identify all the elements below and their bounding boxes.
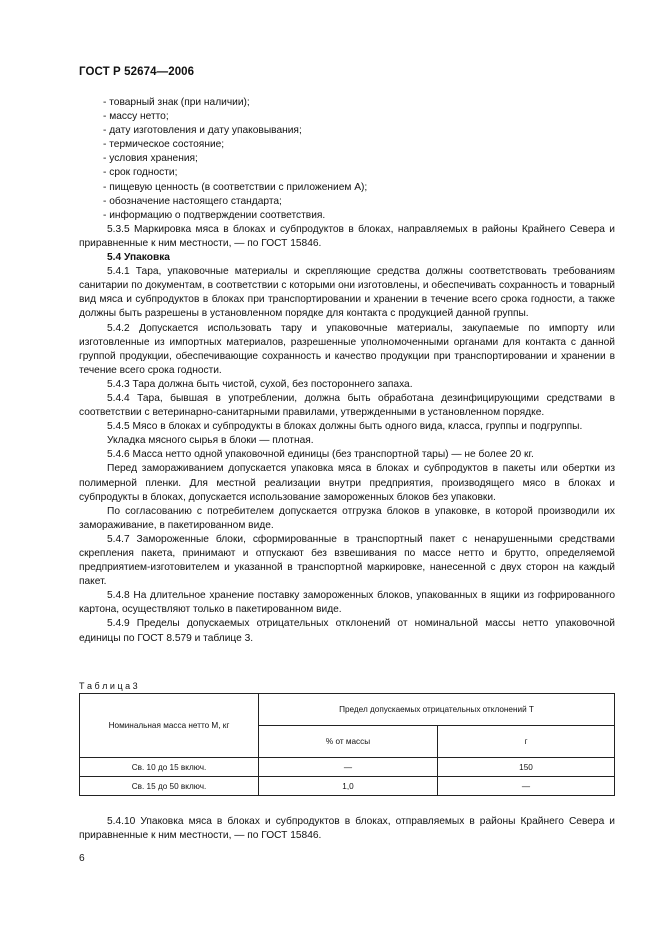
list-item: - информацию о подтверждении соответствия. <box>103 209 326 221</box>
table-row <box>80 758 615 777</box>
paragraph-5-4-7: 5.4.7 Замороженные блоки, сформированные в транспортный пакет с ненарушенными средствами скрепления пакета, принимают и отпускают без взвешивания по массе нетто и брутто, определяемой предприятием-изготовителем и указанной в транспортной маркировке, нанесенной с двух сторон на каждый пакет. <box>79 533 615 588</box>
document-body <box>79 96 615 646</box>
paragraph-5-4-3: 5.4.3 Тара должна быть чистой, сухой, без постороннего запаха. <box>107 378 413 390</box>
list-item: - товарный знак (при наличии); <box>103 97 250 108</box>
list-item: - обозначение настоящего стандарта; <box>103 195 282 207</box>
paragraph-5-4-2: 5.4.2 Допускается использовать тару и упаковочные материалы, закупаемые по импорту или изготовленные из импортных материалов, разрешенные уполномоченными органами для контакта с данной группой продукции, обеспечивающие сохранность и качество продукции при транспортировании и хранении в течение всего срока годности. <box>79 322 615 376</box>
table-cell-mass: Св. 10 до 15 включ. <box>80 758 259 777</box>
paragraph-5-4-8: 5.4.8 На длительное хранение поставку замороженных блоков, упакованных в ящики из гофрированного картона, осуществляют только в пакетированном виде. <box>79 590 615 616</box>
list-item: - условия хранения; <box>103 153 198 165</box>
paragraph-5-4-5: 5.4.5 Мясо в блоках и субпродукты в блоках должны быть одного вида, класса, группы и подгруппы. <box>107 421 583 433</box>
paragraph-5-4-9: 5.4.9 Пределы допускаемых отрицательных отклонений от номинальной массы нетто упаковочной единицы по ГОСТ 8.579 и таблице 3. <box>79 618 615 644</box>
section-heading-5-4: 5.4 Упаковка <box>107 252 170 264</box>
table-cell-percent: — <box>259 758 438 777</box>
table-caption: Т а б л и ц а 3 <box>79 681 138 691</box>
table-cell-mass: Св. 15 до 50 включ. <box>80 777 259 796</box>
table-header-deviation: Предел допускаемых отрицательных отклонений T <box>259 694 615 726</box>
list-item: - термическое состояние; <box>103 139 225 151</box>
mass-deviation-table <box>79 693 615 796</box>
paragraph-5-4-6-c: По согласованию с потребителем допускается отгрузка блоков в упаковке, в которой производили их замораживание, в пакетированном виде. <box>79 505 615 531</box>
list-item: - пищевую ценность (в соответствии с приложением А); <box>103 181 368 193</box>
list-item: - дату изготовления и дату упаковывания; <box>103 125 302 137</box>
paragraph-5-4-6: 5.4.6 Масса нетто одной упаковочной единицы (без транспортной тары) — не более 20 кг. <box>107 449 534 461</box>
list-item: - срок годности; <box>103 167 178 179</box>
paragraph-5-4-1: 5.4.1 Тара, упаковочные материалы и скрепляющие средства должны соответствовать требованиям санитарии по документам, в соответствии с которыми они изготовлены, и обеспечивать сохранность и товарный вид мяса и субпродуктов в блоках при транспортировании и хранении в течение всего срока годности, а также должны быть разрешены в установленном порядке для контакта с продукцией данной группы. <box>79 266 615 320</box>
paragraph-5-4-5-b: Укладка мясного сырья в блоки — плотная. <box>107 435 314 447</box>
paragraph-5-4-4: 5.4.4 Тара, бывшая в употреблении, должна быть обработана дезинфицирующими средствами в соответствии с ветеринарно-санитарными правилами, утвержденными в установленном порядке. <box>79 392 615 419</box>
table-cell-grams: — <box>438 777 615 796</box>
page-number: 6 <box>79 853 85 864</box>
document-header: ГОСТ Р 52674—2006 <box>79 66 195 78</box>
list-item: - массу нетто; <box>103 111 169 123</box>
paragraph-5-3-5: 5.3.5 Маркировка мяса в блоках и субпродуктов в блоках, направляемых в районы Крайнего Севера и приравненные к ним местности, — по ГОСТ 15846. <box>79 223 615 249</box>
table-cell-grams: 150 <box>438 758 615 777</box>
table-cell-percent: 1,0 <box>259 777 438 796</box>
table-subheader-percent: % от массы <box>259 726 438 758</box>
table-header-mass: Номинальная масса нетто M, кг <box>80 694 259 758</box>
paragraph-5-4-10: 5.4.10 Упаковка мяса в блоках и субпродуктов в блоках, отправляемых в районы Крайнего Севера и приравненные к ним местности, — по ГОСТ 15846. <box>79 816 615 842</box>
table-subheader-grams: г <box>438 726 615 758</box>
paragraph-5-4-6-b: Перед замораживанием допускается упаковка мяса в блоках и субпродуктов в пакеты или обертки из полимерной пленки. Для местной реализации внутри предприятия, производящего мясо в блоках и субпродукты в блоках, допускается использование замороженных блоков без упаковки. <box>79 463 615 503</box>
table-row <box>80 777 615 796</box>
